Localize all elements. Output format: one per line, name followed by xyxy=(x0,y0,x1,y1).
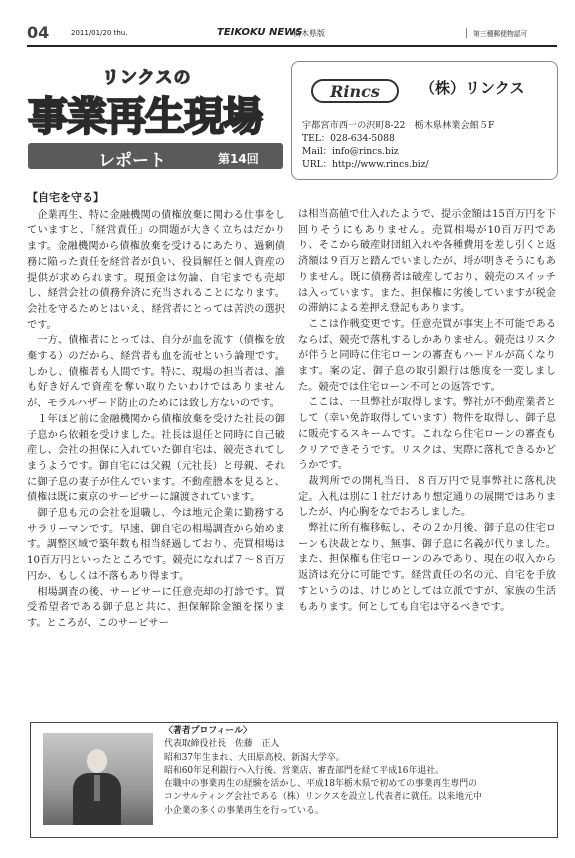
profile-line: 小企業の多くの事業再生を行っている。 xyxy=(164,805,324,816)
author-photo xyxy=(43,733,153,825)
profile-line: コンサルティング会社である（株）リンクスを設立し代表者に就任。以来地元中 xyxy=(164,792,482,803)
region-edition: 栃木県版 xyxy=(293,29,325,38)
company-contact xyxy=(302,119,494,171)
profile-line: 昭和37年生まれ、大田原高校、新潟大学卒。 xyxy=(164,752,345,763)
article-left-column xyxy=(27,190,285,632)
column-title-block xyxy=(28,63,278,183)
paragraph: 相場調査の後、サービサーに任意売却の打診です。買受希望者である御子息と共に、担保解除金額を探ります。ところが、このサービサー xyxy=(27,586,285,629)
logo-text: Rincs xyxy=(330,82,380,101)
page-number: 04 xyxy=(27,23,50,42)
paragraph: 御子息も元の会社を退職し、今は地元企業に勤務するサラリーマンです。早速、御自宅の相場調査から始めます。調整区域で築年数も相当経過しており、売買相場は10百万円といったところです。競売になれば７～８百万円か、もしくは不落もあり得ます。 xyxy=(27,508,285,582)
company-name: （株）リンクス xyxy=(420,79,525,97)
paragraph: 一方、債権者にとっては、自分が血を流す（債権を放棄する）のだから、経営者も血を流せという論理です。しかし、債権者も人間です。特に、現場の担当者は、誰も好き好んで資産を奪い取りたいわけではありませんが、モラルハザード防止のためには致し方ないのです。 xyxy=(27,335,285,410)
paragraph: ここは、一旦弊社が取得します。弊社が不動産業者として（幸い免許取得しています）物件を取得し、御子息に販売するスキームです。これなら住宅ローンの審査もクリアできそうです。リスクは、実際に落札できるかどうかです。 xyxy=(298,397,556,472)
report-label: レポート xyxy=(98,151,166,171)
paragraph: 裁判所での開札当日、８百万円で見事弊社に落札決定。入札は別に１社だけあり想定通りの展開ではありましたが、内心胸をなでおろしました。 xyxy=(298,475,556,519)
company-box xyxy=(291,61,558,180)
profile-line: 昭和60年足利銀行へ入行後、営業店、審査部門を経て平成16年退社。 xyxy=(164,765,444,776)
profile-heading: 〈著者プロフィール〉 xyxy=(164,726,252,736)
profile-text xyxy=(164,725,549,818)
paragraph: は相当高値で仕入れたようで、提示金額は15百万円を下回りそうにもありません。売買相場が10百万円であり、そこから破産財団組入れや各種費用を差し引くと返済額は９百万と踏んでいましたが、埒が明きそうにもありません。既に債務者は破産しており、競売のスイッチは入っています。また、担保権に劣後していますが税金の滞納による差押え登記もあります。 xyxy=(298,209,556,315)
title-main: 事業再生現場 xyxy=(28,94,262,140)
profile-line: 代表取締役社長 佐藤 正人 xyxy=(164,739,280,750)
company-tel: TEL：028-634-5088 xyxy=(302,133,395,144)
profile-line: 在職中の事業再生の経験を活かし、平成18年栃木県で初めての事業再生専門の xyxy=(164,779,478,790)
company-url[interactable]: URL：http://www.rincs.biz/ xyxy=(302,159,429,170)
issue-number: 第14回 xyxy=(218,152,259,166)
report-bar xyxy=(28,143,283,169)
section-heading: 【自宅を守る】 xyxy=(27,191,104,204)
paragraph: 弊社に所有権移転し、その２か月後、御子息の住宅ローンも決裁となり、無事、御子息に名義が代りました。また、担保権も住宅ローンのみであり、現在の収入から返済は充分に可能です。経営責任の名の元、自宅を手放すというのは、けじめとしては立派ですが、家族の生活もあります。何としても自宅は守るべきです。 xyxy=(298,523,556,613)
paragraph: １年ほど前に金融機関から債権放棄を受けた社長の御子息から依頼を受けました。社長は退任と同時に自己破産し、会社の担保に入れていた御自宅は、競売されてしまうようです。御自宅には父親（元社長）と母親、それに御子息の妻子が住んでいます。不動産謄本を見ると、債権は既に東京のサービサーに譲渡されています。 xyxy=(27,413,285,504)
company-address: 宇都宮市西一の沢町8-22 栃木県林業会館５F xyxy=(302,120,495,131)
paper-name: TEIKOKU NEWS xyxy=(217,27,303,38)
postal-permit: 第三種郵便物認可 xyxy=(466,28,527,38)
company-mail[interactable]: Mail：info@rincs.biz xyxy=(302,146,399,157)
title-small: リンクスの xyxy=(102,68,192,88)
page-header xyxy=(27,21,557,47)
paragraph: 企業再生、特に金融機関の債権放棄に関わる仕事をしていますと、「経営責任」の問題が大きく立ちはだかります。金融機関から債権放棄を受けるにあたり、過剰債務に陥った責任を経営者が負い、役員解任と個人資産の提供が求められます。現預金は勿論、自宅までも売却し、経営会社の債務弁済に充当されることになります。会社を守るためとはいえ、経営者にとっては苦渋の選択です。 xyxy=(27,209,285,331)
paragraph: ここは作戦変更です。任意売買が事実上不可能であるならば、競売で落札するしかありません。競売はリスクが伴うと同時に住宅ローンの審査もハードルが高くなります。案の定、御子息の取引銀行は態度を一変しました。競売では住宅ローン不可との返答です。 xyxy=(298,318,556,393)
issue-date: 2011/01/20 thu. xyxy=(71,29,128,37)
article-right-column xyxy=(298,207,556,615)
author-profile xyxy=(30,722,558,838)
company-logo xyxy=(310,76,400,106)
